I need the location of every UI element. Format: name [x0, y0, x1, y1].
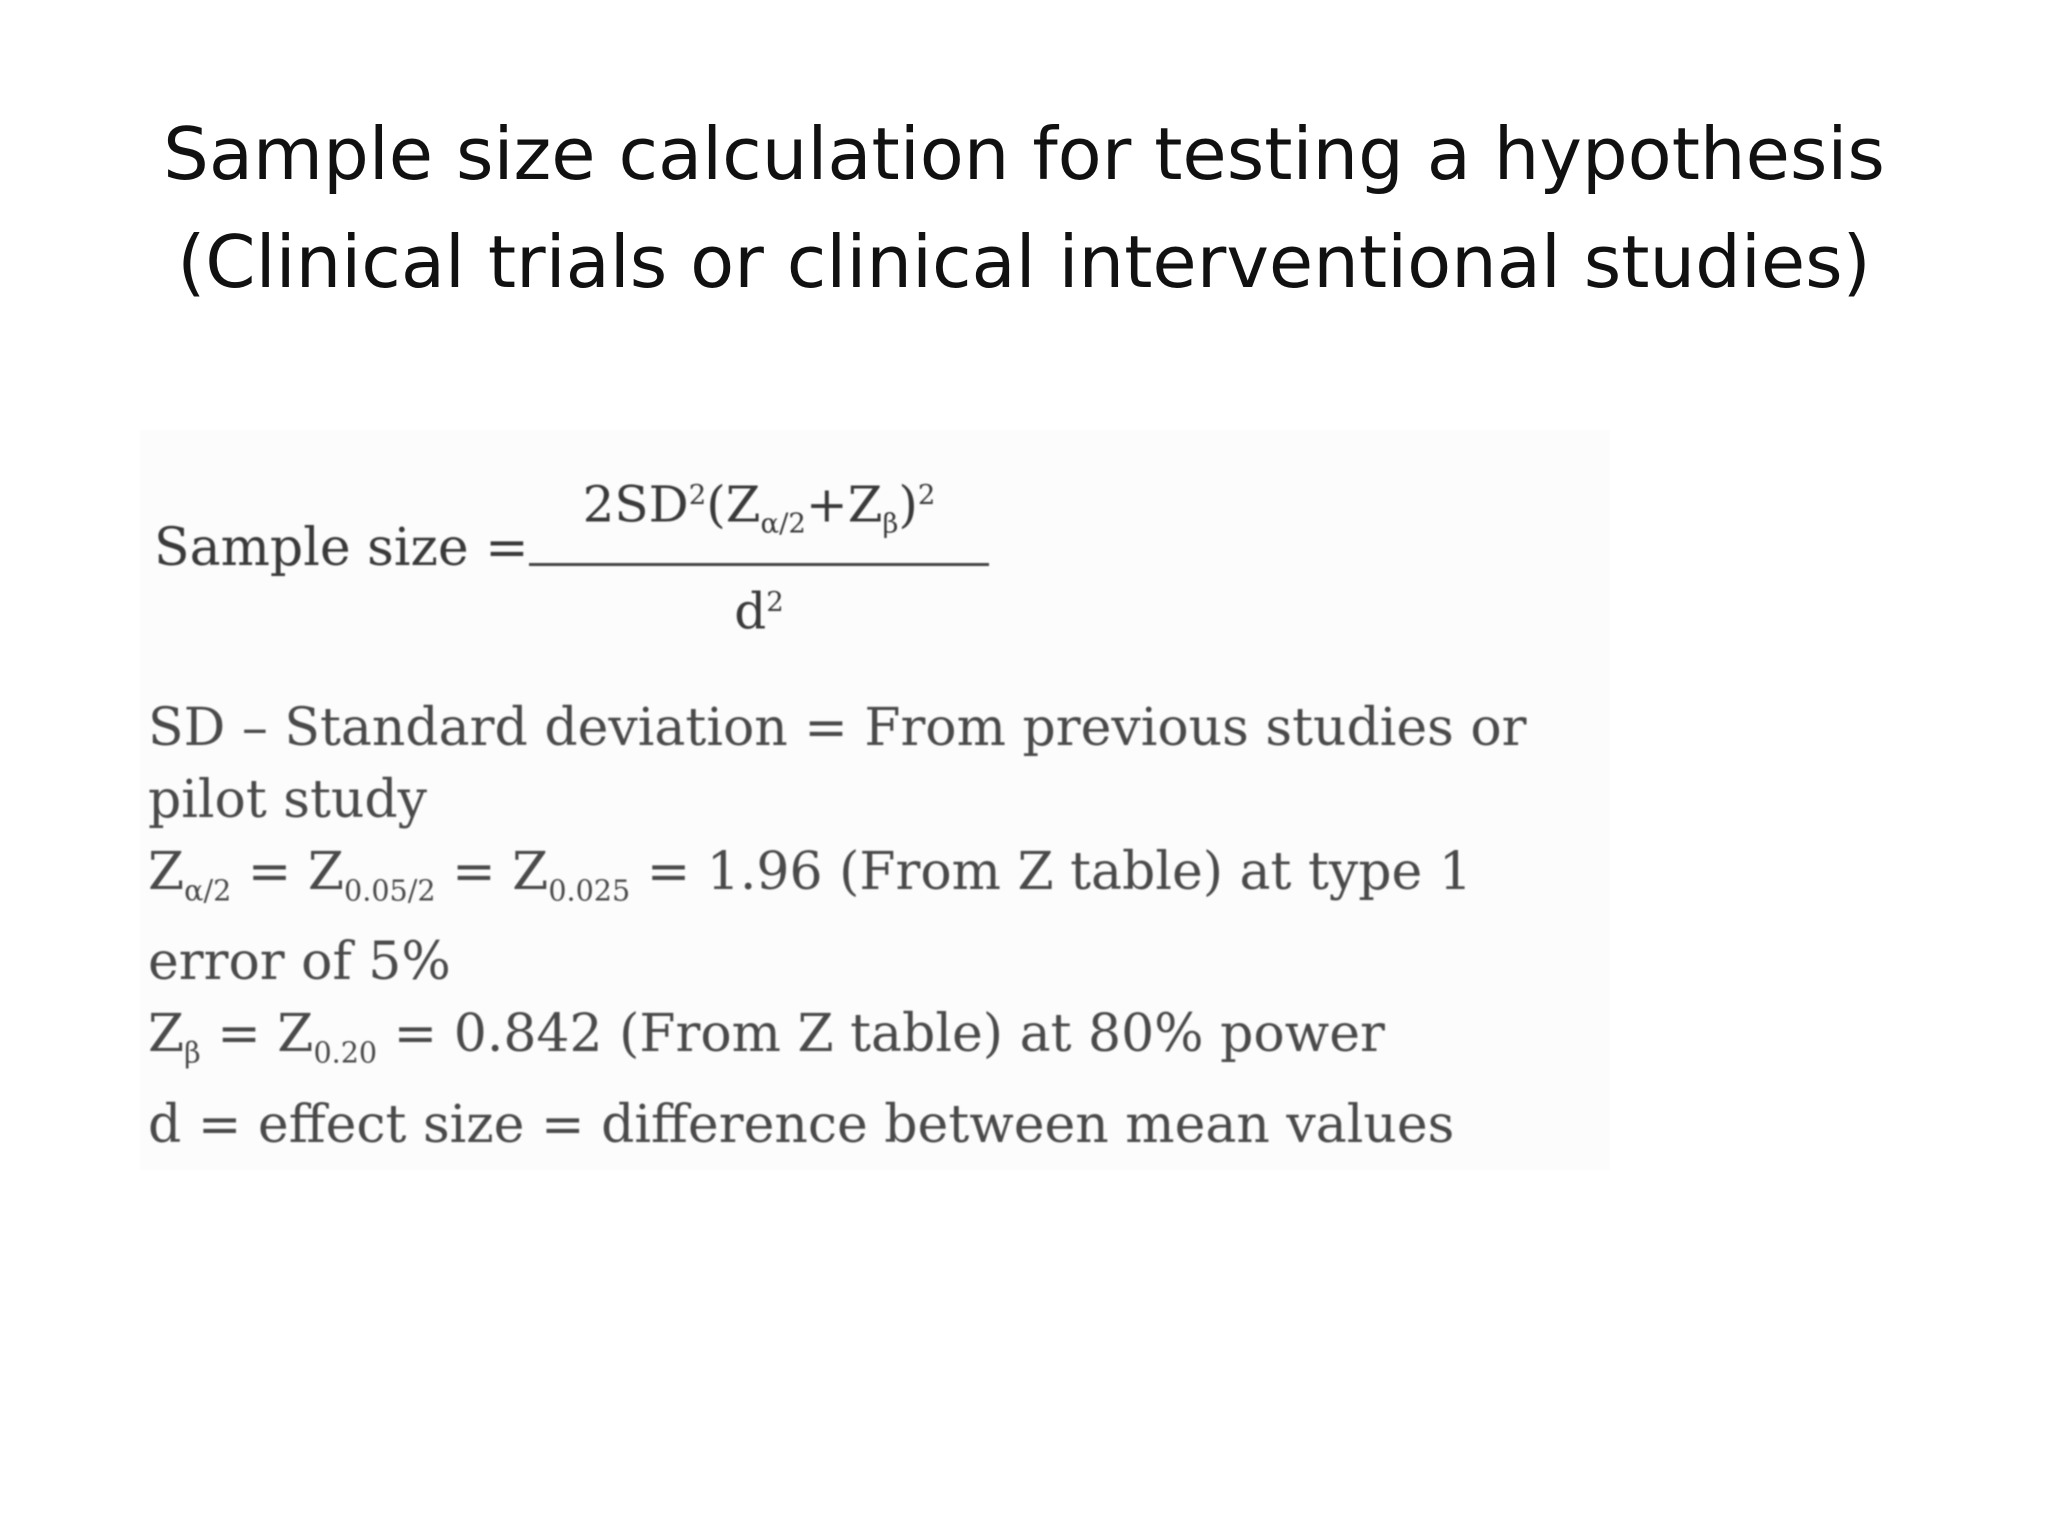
slide-title-line-1: Sample size calculation for testing a hypothesis — [163, 112, 1885, 196]
formula-denominator: $d^2$ — [734, 582, 784, 641]
definition-z-alpha: $Z_{\alpha/2} = Z_{0.05/2} = Z_{0.025} = 1.96$ (From Z table) at type 1 — [148, 842, 1472, 908]
fraction-bar — [529, 563, 989, 566]
definition-sd: SD – Standard deviation = From previous studies or — [148, 698, 1527, 758]
formula-numerator: $2SD^2(Z_{\alpha/2}+Z_\beta)^2$ — [582, 475, 936, 540]
definition-z-beta: $Z_\beta = Z_{0.20} = 0.842$ (From Z table) at 80% power — [148, 1004, 1385, 1070]
formula-image — [140, 430, 1610, 1170]
definition-z-alpha-cont: error of 5% — [148, 932, 451, 993]
slide-title-line-2: (Clinical trials or clinical interventional studies) — [177, 220, 1871, 304]
formula-fraction — [529, 460, 989, 643]
slide-title — [0, 100, 2048, 316]
definition-effect-size: d = effect size = difference between mean values — [148, 1094, 1455, 1155]
definitions — [148, 692, 1608, 1161]
definition-sd-cont: pilot study — [148, 770, 428, 830]
formula-lhs: Sample size = — [154, 518, 529, 578]
